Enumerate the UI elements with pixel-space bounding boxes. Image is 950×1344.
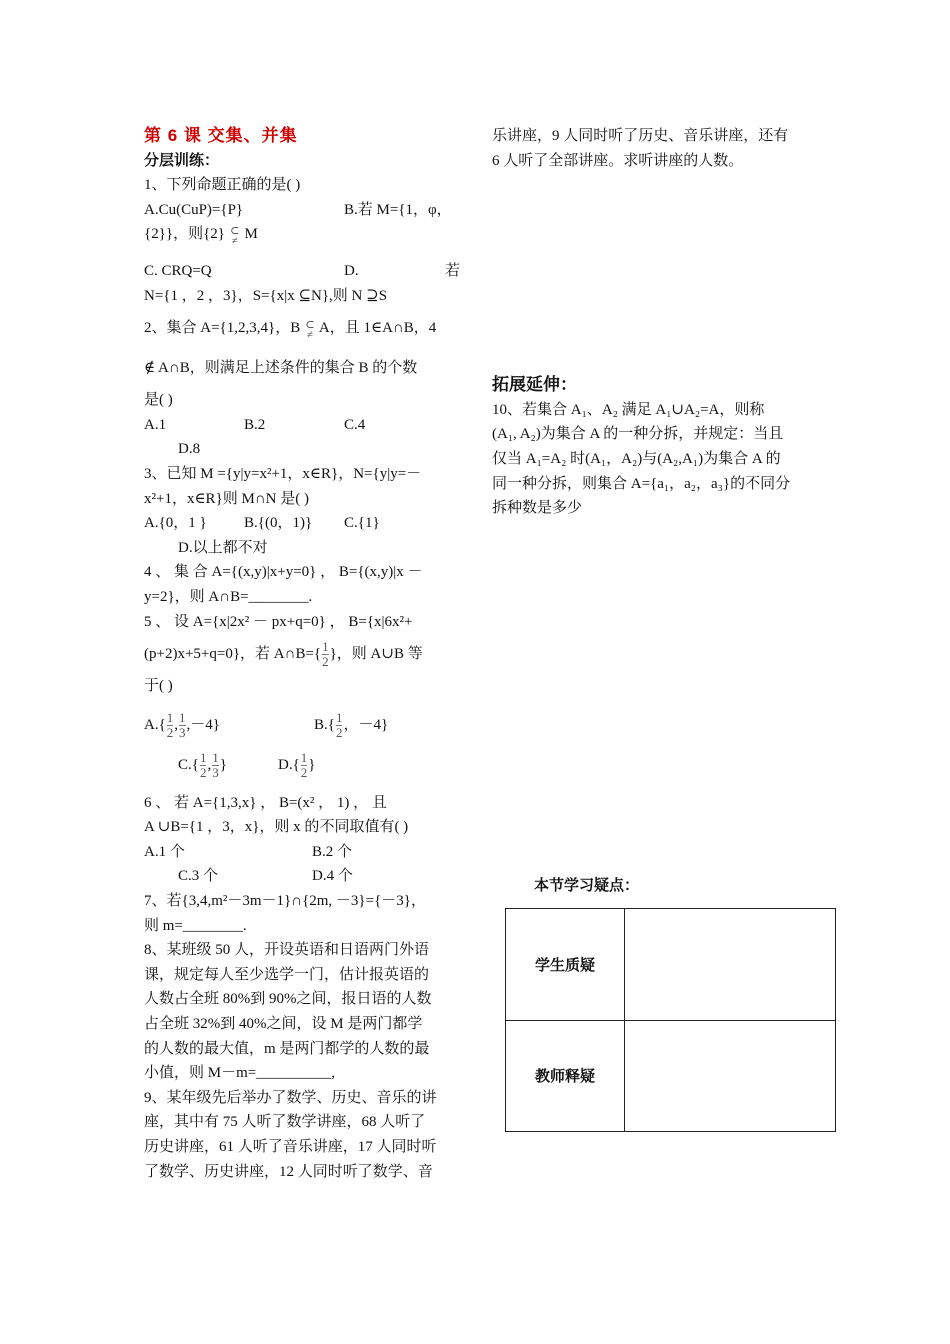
q5-line2-post: }，则 A∪B 等	[329, 646, 423, 663]
q1-option-d-cont: N={1 ，2 ，3}，S={x|x ⊆N},则 N ⊇S	[144, 287, 388, 304]
q6-options-cd	[144, 864, 460, 889]
q2-line3: 是( )	[144, 392, 173, 409]
q7-line1: 7、若{3,4,m²－3m－1}∩{2m, －3}={－3}，	[144, 893, 426, 910]
q2-line1	[144, 308, 460, 348]
table-row	[506, 909, 836, 1021]
fraction-one-half: $\frac{1}{2}$	[166, 709, 174, 740]
q9-line: 历史讲座，61 人听了音乐讲座，17 人同时听	[144, 1139, 437, 1155]
q1-options-ab	[144, 198, 460, 223]
lesson-title: 第 6 课 交集、并集	[144, 126, 298, 145]
q2-option-b: B.2	[244, 416, 266, 433]
q1-stem: 1、下列命题正确的是( )	[144, 177, 301, 194]
section-practice: 分层训练：	[144, 151, 220, 169]
q2-line1-post: A，且 1∈A∩B，4	[318, 320, 437, 337]
q8-line: 8、某班级 50 人，开设英语和日语两门外语	[144, 942, 430, 959]
q5-line2	[144, 634, 460, 674]
q8-line: 人数占全班 80%到 90%之间，报日语的人数	[144, 991, 432, 1008]
q2-line2: ∉ A∩B，则满足上述条件的集合 B 的个数	[144, 360, 418, 377]
q5-options-cd	[144, 745, 460, 785]
q10-line: 拆种数是多少	[492, 500, 583, 517]
q3-option-c: C.{1}	[344, 515, 380, 532]
q1-option-d-word: 若	[444, 262, 460, 279]
q10-line: (A₁, A₂)为集合 A 的一种分拆，并规定：当且	[492, 426, 784, 443]
q3-option-d: D.以上都不对	[178, 539, 268, 556]
q5-options-ab	[144, 705, 460, 745]
teacher-answers-cell[interactable]	[625, 1020, 836, 1132]
q10-line: 同一种分拆，则集合 A={a₁，a₂，a₃}的不同分	[492, 475, 791, 492]
q4-line1: 4 、 集 合 A={(x,y)|x+y=0} ， B={(x,y)|x －	[144, 564, 423, 581]
q2-option-a: A.1	[144, 416, 167, 433]
q5-line3: 于( )	[144, 678, 173, 695]
table-row	[506, 1020, 836, 1132]
fraction-one-third: $\frac{1}{3}$	[212, 749, 219, 780]
q1-option-b: B.若 M={1，φ，	[344, 201, 452, 218]
q8-line: 占全班 32%到 40%之间，设 M 是两门都学	[144, 1016, 423, 1033]
student-questions-label: 学生质疑	[506, 909, 625, 1021]
q6-option-c: C.3 个	[178, 868, 219, 885]
q3-option-b: B.{(0，1)}	[244, 515, 313, 532]
q10-line: 仅当 A₁=A₂ 时(A₁，A₂)与(A₂,A₁)为集合 A 的	[492, 450, 781, 467]
q9-line: 乐讲座，9 人同时听了历史、音乐讲座，还有	[492, 128, 789, 144]
fraction-one-third: $\frac{1}{3}$	[179, 709, 186, 740]
q5-option-c: C.{ $\frac{1}{2}$ , $\frac{1}{3}$ }	[178, 749, 227, 780]
q6-line1: 6 、 若 A={1,3,x} ， B=(x² ， 1) ， 且	[144, 794, 387, 811]
q6-line2: A ∪B={1 ，3，x}，则 x 的不同取值有( )	[144, 819, 409, 836]
q9-line: 6 人听了全部讲座。求听讲座的人数。	[492, 152, 744, 169]
q7-line2: 则 m=________.	[144, 917, 247, 934]
q1-option-b-cont	[144, 222, 460, 247]
q2-line1-pre: 2、集合 A={1,2,3,4}，B	[144, 320, 301, 337]
q2-option-d: D.8	[178, 441, 201, 458]
q6-option-d: D.4 个	[312, 868, 353, 885]
q3-line1: 3、已知 M ={y|y=x²+1，x∈R}，N={y|y=－	[144, 465, 422, 482]
q1-option-c: C. CRQ=Q	[144, 262, 212, 279]
teacher-answers-label: 教师释疑	[506, 1020, 625, 1132]
q1-option-d: D.	[344, 262, 359, 279]
q5-option-a: A.{ $\frac{1}{2}$ , $\frac{1}{3}$ ,－4}	[144, 709, 220, 740]
q6-option-b: B.2 个	[312, 843, 353, 860]
q6-option-a: A.1 个	[144, 843, 185, 860]
q5-option-b: B.{ $\frac{1}{2}$ ，－4}	[314, 709, 389, 740]
q8-line: 的人数的最大值，m 是两门都学的人数的最	[144, 1040, 430, 1057]
q5-option-d: D.{ $\frac{1}{2}$ }	[278, 749, 316, 780]
q5-line2-pre: (p+2)x+5+q=0}，若 A∩B={	[144, 646, 322, 663]
q3-options	[144, 511, 460, 536]
left-column	[144, 124, 460, 1184]
proper-subset-symbol: ⊂ ≠	[305, 319, 315, 342]
q2-options	[144, 413, 460, 438]
fraction-one-half: $\frac{1}{2}$	[322, 639, 329, 670]
q1-option-b-cont-text: {2}}，则{2}	[144, 226, 225, 243]
q3-line2: x²+1，x∈R}则 M∩N 是( )	[144, 490, 310, 507]
q9-line: 座，其中有 75 人听了数学讲座，68 人听了	[144, 1114, 426, 1131]
student-questions-cell[interactable]	[625, 909, 836, 1021]
q1-option-b-tail: M	[244, 226, 258, 243]
q9-line: 了数学、历史讲座，12 人同时听了数学、音	[144, 1163, 433, 1180]
proper-subset-symbol: ⊂ ≠	[230, 225, 240, 248]
q4-line2: y=2}，则 A∩B=________.	[144, 588, 313, 605]
q9-line: 9、某年级先后举办了数学、历史、音乐的讲	[144, 1089, 437, 1106]
section-extension: 拓展延伸：	[492, 375, 577, 395]
notes-table	[505, 908, 836, 1132]
q1-option-a: A.Cu(CuP)={P}	[144, 201, 244, 218]
q5-line1: 5 、 设 A={x|2x² － px+q=0} ， B={x|6x²+	[144, 613, 413, 630]
fraction-one-half: $\frac{1}{2}$	[300, 749, 308, 780]
q6-options-ab	[144, 840, 460, 865]
q8-line: 课，规定每人至少选学一门，估计报英语的	[144, 966, 430, 983]
fraction-one-half: $\frac{1}{2}$	[335, 709, 343, 740]
q1-options-cd	[144, 259, 460, 284]
q2-option-c: C.4	[344, 416, 366, 433]
notes-title: 本节学习疑点：	[534, 877, 640, 894]
q10-line: 10、若集合 A₁、A₂ 满足 A₁∪A₂=A，则称	[492, 401, 765, 418]
right-column	[492, 124, 810, 521]
q3-option-a: A.{0，1 }	[144, 515, 207, 532]
q8-line: 小值，则 M－m=__________,	[144, 1065, 335, 1082]
fraction-one-half: $\frac{1}{2}$	[199, 749, 207, 780]
